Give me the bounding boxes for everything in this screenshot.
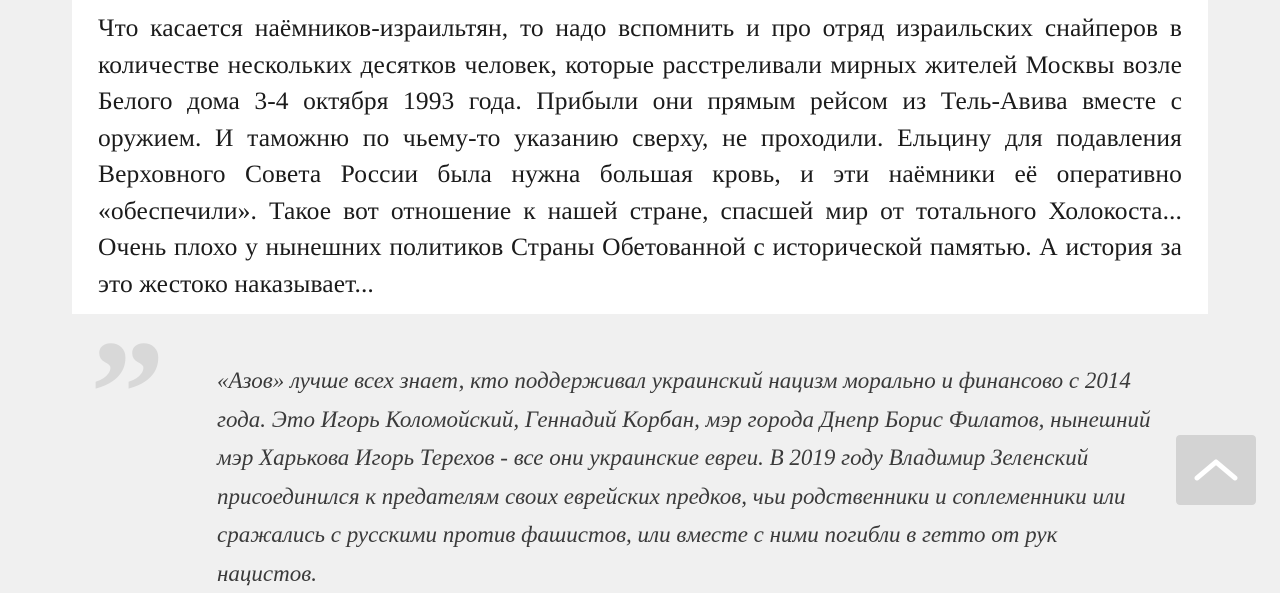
quote-mark-icon: ”: [90, 310, 165, 476]
chevron-up-icon: [1194, 457, 1238, 483]
quote-section: [72, 310, 1208, 591]
quote-body: [217, 362, 1162, 593]
article-block: [72, 0, 1208, 330]
article-paragraph: Что касается наёмников-израильтян, то надо вспомнить и про отряд израильских снайперов в количестве нескольких десятков человек, которые расстреливали мирных жителей Москвы возле Белого дома 3-4 октября 1993 года. Прибыли они прямым рейсом из Тель-Авива вместе с оружием. И таможню по чьему-то указанию сверху, не проходили. Ельцину для подавления Верховного Совета России была нужна большая кровь, и эти наёмники её оперативно «обеспечили». Такое вот отношение к нашей стране, спасшей мир от тотального Холокоста... Очень плохо у нынешних политиков Страны Обетованной с исторической памятью. А история за это жестоко наказывает...: [98, 13, 1182, 298]
scroll-to-top-button[interactable]: [1176, 435, 1256, 505]
quote-paragraph: «Азов» лучше всех знает, кто поддерживал украинский нацизм морально и финансово с 2014 года. Это Игорь Коломойский, Геннадий Корбан, мэр города Днепр Борис Филатов, нынешний мэр Харькова Игорь Терехов - все они украинские евреи. В 2019 году Владимир Зеленский присоединился к предателям своих еврейских предков, чьи родственники и соплеменники или сражались с русскими против фашистов, или вместе с ними погибли в гетто от рук нацистов.: [217, 368, 1151, 586]
